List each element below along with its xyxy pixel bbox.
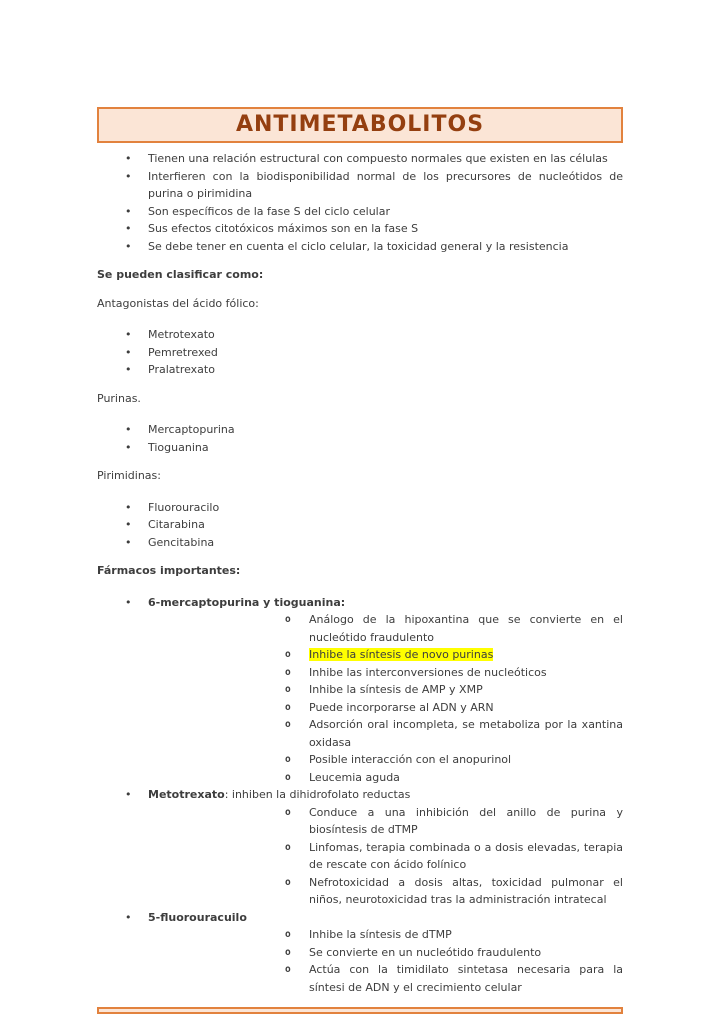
bullet-icon: • — [125, 169, 132, 183]
circle-bullet-icon: o — [285, 666, 291, 678]
list-item — [97, 326, 623, 344]
list-item-text: Son específicos de la fase S del ciclo celular — [148, 204, 390, 218]
sub-item-text: Nefrotoxicidad a dosis altas, toxicidad pulmonar el niños, neurotoxicidad tras la administración intratecal — [309, 875, 623, 906]
list-item — [97, 344, 623, 362]
page-title: ANTIMETABOLITOS — [235, 112, 485, 137]
bullet-icon: • — [125, 222, 132, 235]
drug-name: 6-mercaptopurina y tioguanina: — [148, 595, 346, 609]
drugs-heading: Fármacos importantes: — [97, 564, 241, 577]
list-item — [97, 220, 623, 238]
sub-item-text: Inhibe la síntesis de AMP y XMP — [309, 683, 483, 696]
sub-item — [148, 664, 623, 682]
drug-entry — [97, 909, 623, 997]
circle-bullet-icon: o — [285, 929, 291, 940]
drugs-list — [97, 594, 623, 997]
list-item-text: Pralatrexato — [148, 363, 215, 376]
list-item-text: Fluorouracilo — [148, 500, 220, 514]
sub-item-text: Leucemia aguda — [309, 770, 400, 784]
list-item — [97, 516, 623, 534]
circle-bullet-icon: o — [285, 754, 291, 765]
group-list — [97, 421, 623, 456]
sub-item — [148, 716, 623, 751]
list-item — [97, 499, 623, 517]
list-item — [97, 361, 623, 379]
highlighted-text: Inhibe la síntesis de novo purinas — [309, 648, 494, 661]
sub-item — [148, 961, 623, 996]
title-box — [97, 107, 623, 143]
drug-sub-list — [148, 611, 623, 786]
list-item — [97, 150, 623, 168]
list-item-text: Gencitabina — [148, 535, 215, 549]
sub-item — [148, 926, 623, 944]
drug-note: : inhiben la dihidrofolato reductas — [224, 788, 411, 801]
sub-item — [148, 699, 623, 717]
list-item-text: Tienen una relación estructural con compuesto normales que existen en las células — [148, 152, 608, 165]
group-label: Antagonistas del ácido fólico: — [97, 296, 259, 310]
sub-item-text: Puede incorporarse al ADN y ARN — [309, 700, 494, 714]
list-item — [97, 168, 623, 203]
group-list — [97, 326, 623, 379]
circle-bullet-icon: o — [285, 649, 291, 660]
sub-item — [148, 681, 623, 699]
drug-sub-list — [148, 804, 623, 909]
sub-item-text: Actúa con la timidilato sintetasa necesaria para la síntesi de ADN y el crecimiento celular — [309, 963, 623, 994]
circle-bullet-icon: o — [285, 946, 291, 958]
bullet-icon: • — [125, 363, 132, 376]
sub-item-text: Inhibe las interconversiones de nucleóticos — [309, 665, 547, 679]
circle-bullet-icon: o — [285, 701, 291, 713]
bullet-icon: • — [125, 595, 132, 609]
sub-item-text: Linfomas, terapia combinada o a dosis elevadas, terapia de rescate con ácido folínico — [309, 840, 623, 871]
list-item-text: Tioguanina — [148, 440, 209, 454]
sub-item-text: Adsorción oral incompleta, se metaboliza por la xantina oxidasa — [309, 718, 623, 749]
list-item-text: Sus efectos citotóxicos máximos son en la fase S — [148, 222, 419, 235]
bullet-icon: • — [125, 440, 132, 454]
sub-item — [148, 874, 623, 909]
sub-item — [148, 611, 623, 646]
list-item-text: Mercaptopurina — [148, 423, 235, 436]
list-item — [97, 534, 623, 552]
circle-bullet-icon: o — [285, 876, 291, 888]
bullet-icon: • — [125, 518, 132, 531]
list-item-text: Interfieren con la biodisponibilidad normal de los precursores de nucleótidos de purina o pirimidina — [148, 169, 623, 200]
next-page-title-box-edge — [97, 1007, 623, 1014]
bullet-icon: • — [125, 500, 132, 514]
drug-name: Metotrexato — [148, 788, 225, 801]
group-list — [97, 499, 623, 552]
classification-heading: Se pueden clasificar como: — [97, 268, 264, 281]
list-item-text: Pemretrexed — [148, 345, 218, 359]
list-item-text: Citarabina — [148, 518, 205, 531]
sub-item — [148, 839, 623, 874]
list-item — [97, 421, 623, 439]
bullet-icon: • — [125, 788, 132, 801]
circle-bullet-icon: o — [285, 614, 291, 625]
group-label: Purinas. — [97, 391, 141, 405]
bullet-icon: • — [125, 328, 132, 341]
sub-item — [148, 804, 623, 839]
bullet-icon: • — [125, 345, 132, 359]
bullet-icon: • — [125, 204, 132, 218]
sub-item-text: Se convierte en un nucleótido fraudulento — [309, 945, 542, 959]
sub-item-text: Análogo de la hipoxantina que se convierte en el nucleótido fraudulento — [309, 613, 623, 644]
sub-item-text: Posible interacción con el anopurinol — [309, 753, 512, 766]
sub-item-text: Conduce a una inhibición del anillo de purina y biosíntesis de dTMP — [309, 805, 623, 836]
drug-entry — [97, 594, 623, 787]
sub-item-text: Inhibe la síntesis de dTMP — [309, 928, 452, 941]
sub-item — [148, 944, 623, 962]
list-item — [97, 238, 623, 256]
sub-item — [148, 769, 623, 787]
sub-item — [148, 646, 623, 664]
circle-bullet-icon: o — [285, 806, 291, 818]
sub-item — [148, 751, 623, 769]
group-label: Pirimidinas: — [97, 469, 161, 482]
circle-bullet-icon: o — [285, 964, 291, 975]
drug-sub-list — [148, 926, 623, 996]
drug-entry — [97, 786, 623, 909]
list-item — [97, 439, 623, 457]
list-item-text: Se debe tener en cuenta el ciclo celular, la toxicidad general y la resistencia — [148, 239, 569, 253]
bullet-icon: • — [125, 152, 132, 165]
list-item — [97, 203, 623, 221]
drug-name: 5-fluorouracuilo — [148, 910, 247, 924]
circle-bullet-icon: o — [285, 771, 291, 783]
bullet-icon: • — [125, 239, 132, 253]
bullet-icon: • — [125, 535, 132, 549]
intro-list — [97, 150, 623, 255]
bullet-icon: • — [125, 423, 132, 436]
circle-bullet-icon: o — [285, 841, 291, 853]
circle-bullet-icon: o — [285, 719, 291, 730]
circle-bullet-icon: o — [285, 684, 291, 695]
list-item-text: Metrotexato — [148, 328, 215, 341]
bullet-icon: • — [125, 910, 132, 924]
